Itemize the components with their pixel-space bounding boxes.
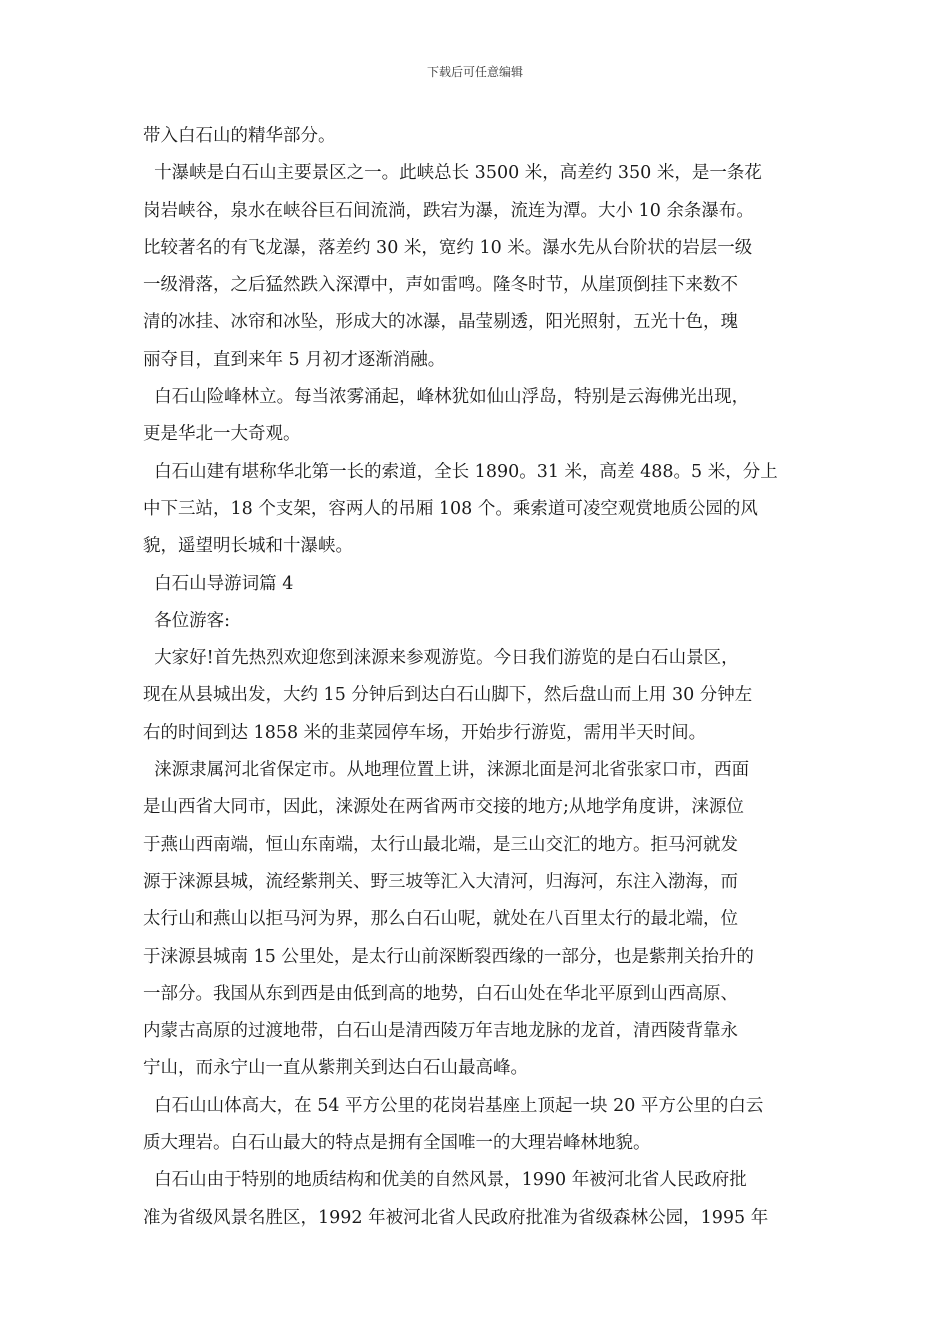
text-line: 于燕山西南端，恒山东南端，太行山最北端，是三山交汇的地方。拒马河就发 [143, 834, 738, 855]
text-line: 中下三站，18 个支架，容两人的吊厢 108 个。乘索道可凌空观赏地质公园的风 [143, 498, 758, 519]
text-line: 白石山山体高大，在 54 平方公里的花岗岩基座上顶起一块 20 平方公里的白云 [143, 1095, 764, 1116]
text-line: 于涞源县城南 15 公里处，是太行山前深断裂西缘的一部分，也是紫荆关抬升的 [143, 946, 754, 967]
text-line: 宁山，而永宁山一直从紫荆关到达白石山最高峰。 [143, 1058, 528, 1079]
text-line: 更是华北一大奇观。 [143, 424, 301, 445]
text-line: 右的时间到达 1858 米的韭菜园停车场，开始步行游览，需用半天时间。 [143, 722, 707, 743]
document-body [143, 118, 813, 1237]
text-line: 一部分。我国从东到西是由低到高的地势，白石山处在华北平原到山西高原、 [143, 983, 738, 1004]
text-line: 一级滑落，之后猛然跌入深潭中，声如雷鸣。隆冬时节，从崖顶倒挂下来数不 [143, 275, 738, 296]
text-line: 涞源隶属河北省保定市。从地理位置上讲，涞源北面是河北省张家口市，西面 [143, 760, 750, 781]
section-heading: 白石山导游词篇 4 [143, 573, 294, 594]
text-line: 比较著名的有飞龙瀑，落差约 30 米，宽约 10 米。瀑水先从台阶状的岩层一级 [143, 237, 753, 258]
page-header: 下载后可任意编辑 [426, 65, 523, 79]
text-line: 准为省级风景名胜区，1992 年被河北省人民政府批准为省级森林公园，1995 年 [143, 1207, 769, 1228]
text-line: 十瀑峡是白石山主要景区之一。此峡总长 3500 米，高差约 350 米，是一条花 [143, 163, 762, 184]
text-line: 太行山和燕山以拒马河为界，那么白石山呢，就处在八百里太行的最北端，位 [143, 909, 738, 930]
text-line: 带入白石山的精华部分。 [143, 126, 336, 146]
text-line: 白石山由于特别的地质结构和优美的自然风景，1990 年被河北省人民政府批 [143, 1170, 747, 1191]
text-line: 貌，遥望明长城和十瀑峡。 [143, 536, 353, 557]
text-line: 岗岩峡谷，泉水在峡谷巨石间流淌，跌宕为瀑，流连为潭。大小 10 余条瀑布。 [143, 200, 754, 221]
text-line: 白石山建有堪称华北第一长的索道，全长 1890。31 米，高差 488。5 米，分上 [143, 461, 778, 482]
text-line: 各位游客: [143, 610, 231, 631]
text-line: 现在从县城出发，大约 15 分钟后到达白石山脚下，然后盘山而上用 30 分钟左 [143, 685, 753, 706]
text-line: 丽夺目，直到来年 5 月初才逐渐消融。 [143, 349, 446, 370]
text-line: 清的冰挂、冰帘和冰坠，形成大的冰瀑，晶莹剔透，阳光照射，五光十色，瑰 [143, 312, 738, 333]
text-line: 大家好!首先热烈欢迎您到涞源来参观游览。今日我们游览的是白石山景区， [143, 648, 739, 669]
text-line: 质大理岩。白石山最大的特点是拥有全国唯一的大理岩峰林地貌。 [143, 1133, 651, 1154]
text-line: 内蒙古高原的过渡地带，白石山是清西陵万年吉地龙脉的龙首，清西陵背靠永 [143, 1021, 738, 1042]
text-line: 源于涞源县城，流经紫荆关、野三坡等汇入大清河，归海河，东注入渤海，而 [143, 871, 738, 892]
text-line: 白石山险峰林立。每当浓雾涌起，峰林犹如仙山浮岛，特别是云海佛光出现， [143, 387, 750, 408]
text-line: 是山西省大同市，因此，涞源处在两省两市交接的地方;从地学角度讲，涞源位 [143, 797, 744, 818]
